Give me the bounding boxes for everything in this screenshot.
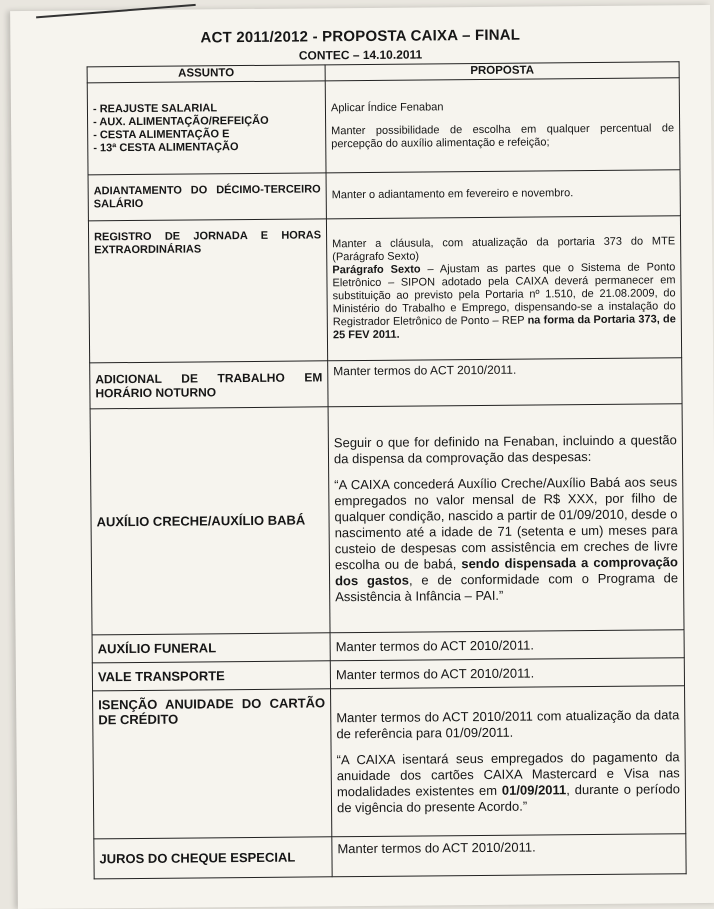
subject-cell: AUXÍLIO CRECHE/AUXÍLIO BABÁ bbox=[90, 407, 330, 635]
subject-column-header: ASSUNTO bbox=[87, 65, 325, 83]
table-row bbox=[90, 404, 684, 635]
proposal-text: Manter possibilidade de escolha em qualquer percentual de percepção do auxílio alimentação e refeição; bbox=[331, 122, 675, 151]
proposal-column-header: PROPOSTA bbox=[325, 62, 679, 81]
proposal-text bbox=[337, 749, 681, 816]
quote-text: “A CAIXA concederá Auxílio Creche/Auxílio Babá aos seus empregados no valor mensal de R$ XXX, por filho de qualquer condição, nascido a partir de 01/09/2010, desde o nascimento até a idade de 71 (setenta e um) meses para custeio de despesas com assistência em creches de livre escolha ou de babá, bbox=[334, 473, 678, 572]
subject-cell: REGISTRO DE JORNADA E HORAS EXTRAORDINÁRIAS bbox=[88, 219, 327, 363]
proposal-table bbox=[87, 61, 687, 879]
subject-line: - 13ª CESTA ALIMENTAÇÃO bbox=[93, 140, 239, 154]
quote-emphasis: sendo dispensada a comprovação dos gastos bbox=[335, 553, 678, 588]
proposal-text: Manter a cláusula, com atualização da portaria 373 do MTE (Parágrafo Sexto) bbox=[332, 234, 676, 263]
proposal-cell bbox=[326, 216, 681, 361]
proposal-cell bbox=[330, 630, 684, 661]
table-row bbox=[87, 78, 680, 175]
subject-cell: ADIANTAMENTO DO DÉCIMO-TERCEIRO SALÁRIO bbox=[88, 173, 326, 221]
proposal-text bbox=[332, 261, 676, 342]
subject-line: - AUX. ALIMENTAÇÃO/REFEIÇÃO bbox=[93, 114, 269, 128]
document-subtitle: CONTEC – 14.10.2011 bbox=[298, 47, 423, 63]
quote-text: “A CAIXA isentará seus empregados do pagamento da anuidade dos cartões CAIXA Mastercard e Visa nas modalidades existentes em bbox=[336, 748, 680, 799]
proposal-cell bbox=[330, 658, 684, 689]
table-row bbox=[90, 358, 682, 409]
document-title: ACT 2011/2012 - PROPOSTA CAIXA – FINAL bbox=[200, 26, 521, 47]
document-page bbox=[10, 5, 714, 909]
proposal-cell bbox=[332, 834, 686, 877]
proposal-text: Seguir o que for definido na Fenaban, incluindo a questão da dispensa da comprovação das despesas: bbox=[333, 431, 677, 466]
proposal-text: Manter o adiantamento em fevereiro e novembro. bbox=[331, 187, 574, 202]
proposal-text: Manter termos do ACT 2010/2011. bbox=[337, 839, 536, 857]
subject-line: - CESTA ALIMENTAÇÃO E bbox=[93, 127, 230, 141]
paragraph-label: Parágrafo Sexto bbox=[332, 262, 421, 276]
subject-cell: ADICIONAL DE TRABALHO EM HORÁRIO NOTURNO bbox=[90, 361, 328, 409]
proposal-text: Manter termos do ACT 2010/2011. bbox=[335, 665, 535, 682]
proposal-text: Manter termos do ACT 2010/2011. bbox=[335, 637, 534, 654]
subject-cell: VALE TRANSPORTE bbox=[92, 661, 330, 691]
table-row bbox=[94, 834, 686, 879]
table-row bbox=[88, 170, 680, 221]
pen-mark bbox=[36, 4, 196, 25]
proposal-text: Aplicar Índice Fenaban bbox=[330, 101, 444, 115]
table-row bbox=[93, 686, 686, 839]
table-row bbox=[88, 216, 681, 363]
proposal-cell bbox=[328, 358, 682, 407]
proposal-cell bbox=[326, 170, 680, 219]
proposal-cell bbox=[331, 686, 686, 837]
paragraph-emphasis: na forma da Portaria 373, de 25 FEV 2011. bbox=[332, 312, 676, 341]
subject-line: - REAJUSTE SALARIAL bbox=[92, 101, 218, 115]
quote-emphasis: 01/09/2011 bbox=[501, 781, 567, 798]
subject-cell: AUXÍLIO FUNERAL bbox=[92, 633, 330, 663]
proposal-text bbox=[334, 474, 678, 605]
quote-text: , durante o período de vigência do presente Acordo.” bbox=[336, 780, 680, 815]
subject-cell: ISENÇÃO ANUIDADE DO CARTÃO DE CRÉDITO bbox=[93, 689, 332, 839]
proposal-cell bbox=[325, 78, 680, 173]
subject-cell: JUROS DO CHEQUE ESPECIAL bbox=[94, 837, 332, 879]
subject-cell bbox=[87, 81, 326, 175]
proposal-cell bbox=[328, 404, 684, 633]
proposal-text: Manter termos do ACT 2010/2011. bbox=[333, 362, 517, 379]
proposal-text: Manter termos do ACT 2010/2011 com atualização da data de referência para 01/09/2011. bbox=[336, 706, 680, 741]
quote-text: , e de conformidade com o Programa de Assistência à Infância – PAI.” bbox=[335, 569, 679, 604]
paragraph-body: – Ajustam as partes que o Sistema de Ponto Eletrônico – SIPON adotado pela CAIXA deverá permanecer em substituição ao previsto pela Portaria nº 1.510, de 21.08.2009, do Ministério do Trabalho e Emprego, dispensando-se a instalação do Registrador Eletrônico de Ponto – REP bbox=[332, 260, 676, 328]
